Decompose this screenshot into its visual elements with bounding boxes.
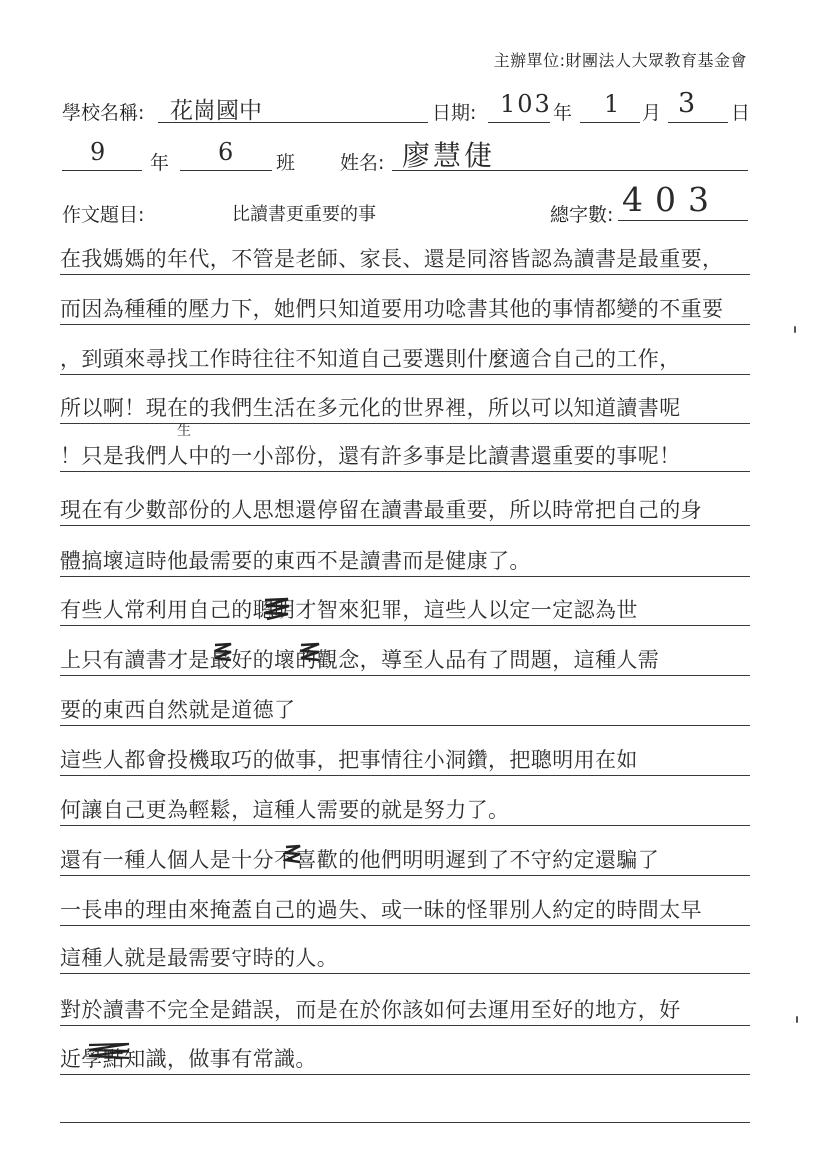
essay-line: 近學點知識，做事有常識。 [60, 1047, 317, 1071]
ruled-line [60, 1122, 750, 1123]
essay-line: 要的東西自然就是道德了 [60, 698, 296, 722]
scribble-mark [262, 594, 292, 622]
ruled-line [60, 576, 750, 577]
scan-speck [794, 326, 796, 333]
school-label: 學校名稱: [62, 102, 145, 124]
grade-unit: 年 [150, 152, 170, 174]
essay-line: ！只是我們人中的一小部份，還有許多事是比讀書還重要的事呢！ [60, 444, 681, 468]
essay-line: 在我媽媽的年代，不管是老師、家長、還是同溶皆認為讀書是最重要， [60, 247, 724, 271]
ruled-line [60, 1074, 750, 1075]
essay-line: 有些人常利用自己的聰明才智來犯罪，這些人以定一定認為世 [60, 598, 638, 622]
insertion-mark: 生 [177, 423, 191, 439]
day-value: 3 [678, 88, 696, 119]
ruled-line [60, 274, 750, 275]
scribble-mark [298, 640, 322, 666]
class-value: 6 [218, 138, 234, 166]
ruled-line [60, 625, 750, 626]
ruled-line [60, 423, 750, 424]
essay-line: 現在有少數部份的人思想還停留在讀書最重要，所以時常把自己的身 [60, 498, 702, 522]
scribble-mark [86, 1040, 132, 1064]
ruled-line [60, 324, 750, 325]
essay-line: 對於讀書不完全是錯誤，而是在於你該如何去運用至好的地方，好 [60, 998, 681, 1022]
ruled-line [60, 471, 750, 472]
essay-line: 所以啊！現在的我們生活在多元化的世界裡，所以可以知道讀書呢 [60, 396, 681, 420]
topic-value: 比讀書更重要的事 [232, 204, 376, 225]
scribble-mark [283, 842, 303, 866]
ruled-line [60, 725, 750, 726]
ruled-line [60, 925, 750, 926]
essay-line: ，到頭來尋找工作時往往不知道自己要選則什麼適合自己的工作， [60, 347, 681, 371]
school-value: 花崗國中 [170, 98, 262, 124]
ruled-line [60, 775, 750, 776]
ruled-line [60, 675, 750, 676]
scan-speck [796, 1016, 798, 1023]
name-value: 廖慧倢 [402, 139, 496, 172]
day-unit: 日 [731, 102, 751, 124]
ruled-line [60, 525, 750, 526]
ruled-line [60, 825, 750, 826]
organizer-label: 主辦單位:財團法人大眾教育基金會 [493, 51, 747, 70]
ruled-line [60, 875, 750, 876]
date-label: 日期: [432, 102, 477, 124]
year-unit: 年 [553, 102, 573, 124]
ruled-line [60, 1025, 750, 1026]
grade-value: 9 [90, 138, 106, 166]
year-value: 103 [500, 90, 552, 118]
scribble-mark [212, 640, 234, 666]
ruled-line [60, 374, 750, 375]
essay-line: 一長串的理由來掩蓋自己的過失、或一昧的怪罪別人約定的時間太早 [60, 898, 702, 922]
month-unit: 月 [642, 102, 662, 124]
class-unit: 班 [276, 152, 296, 174]
essay-line: 體搞壞這時他最需要的東西不是讀書而是健康了。 [60, 549, 531, 573]
name-label: 姓名: [340, 152, 385, 174]
essay-line: 而因為種種的壓力下，她們只知道要用功唸書其他的事情都變的不重要 [60, 297, 724, 321]
word-count-label: 總字數: [550, 204, 614, 226]
essay-line: 這些人都會投機取巧的做事，把事情往小洞鑽，把聰明用在如 [60, 748, 638, 772]
essay-line: 還有一種人個人是十分不喜歡的他們明明遲到了不守約定還騙了 [60, 848, 660, 872]
word-count-value: 403 [622, 180, 721, 219]
essay-line: 這種人就是最需要守時的人。 [60, 946, 339, 970]
ruled-line [60, 973, 750, 974]
topic-label: 作文題目: [62, 204, 145, 226]
essay-line: 何讓自己更為輕鬆，這種人需要的就是努力了。 [60, 798, 510, 822]
essay-line: 上只有讀書才是最好的壞的觀念，導至人品有了問題，這種人需 [60, 648, 660, 672]
month-value: 1 [604, 90, 620, 118]
